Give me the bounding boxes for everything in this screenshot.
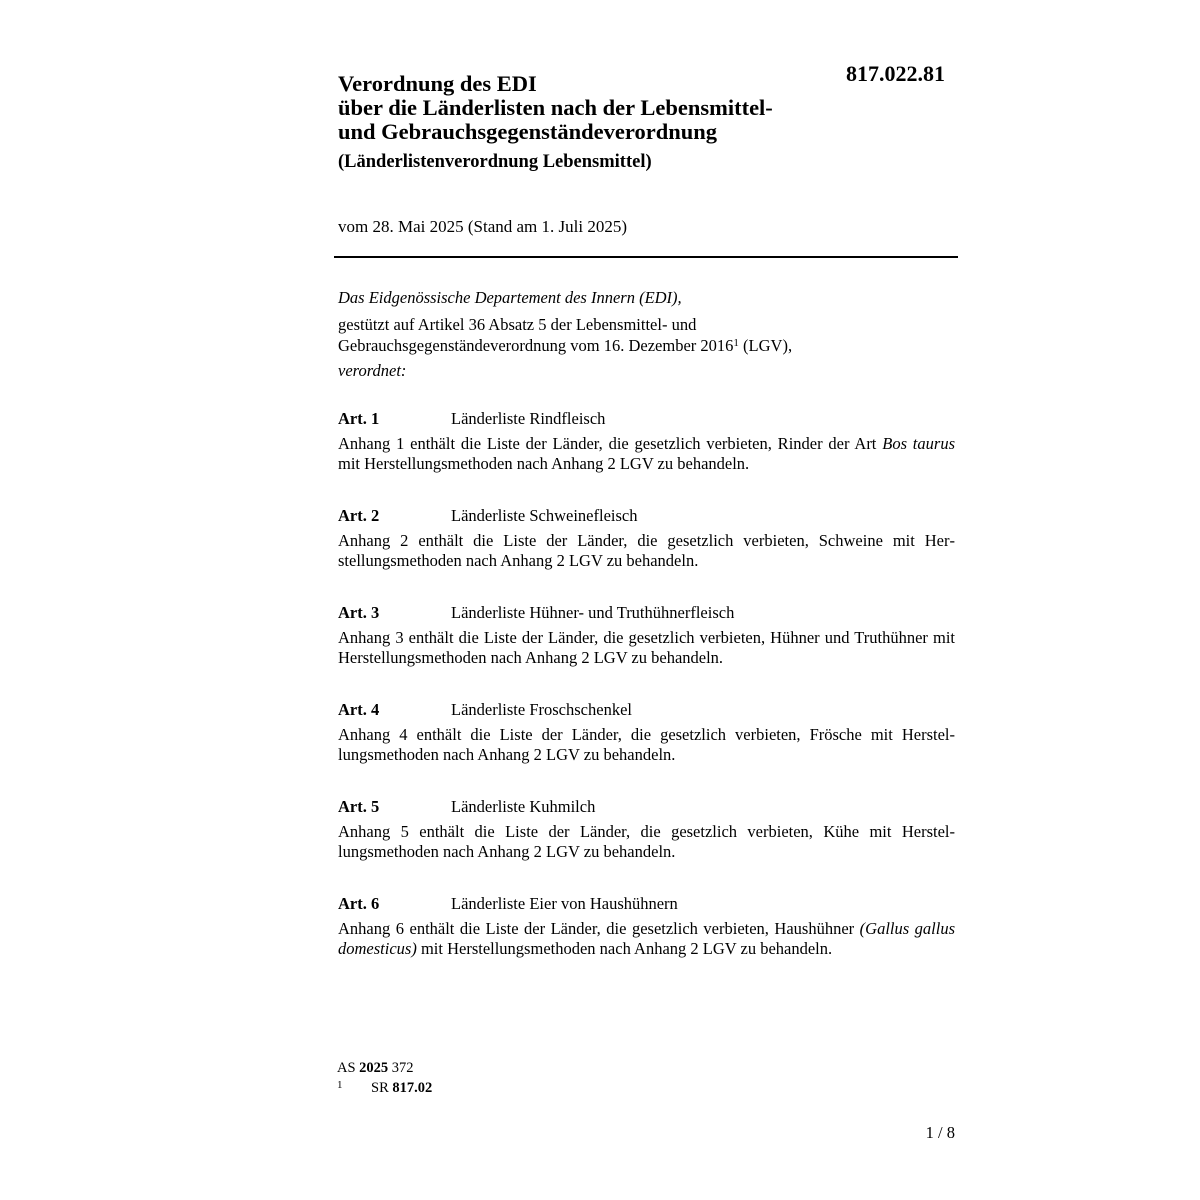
article-number: Art. 6 [338,894,380,913]
article [338,406,955,503]
article-number: Art. 5 [338,797,380,816]
sr-number: 817.022.81 [846,61,945,86]
footnote-1: 1 SR 817.02 [337,1079,433,1096]
article-text-italic: Bos taurus [882,434,955,453]
article-heading [338,600,955,628]
title-block [338,72,858,173]
page-number: 1 / 8 [925,1123,955,1142]
article-text: Anhang 5 enthält die Liste der Länder, die gesetzlich verbieten, Kühe mit Herstellungsmethoden nach Anhang 2 LGV zu behandeln. [338,822,955,861]
footnote-prefix: SR [371,1080,393,1096]
preamble-basis-line-2: Gebrauchsgegenständeverordnung vom 16. Dezember 2016 [338,336,734,355]
article-number: Art. 3 [338,603,380,622]
title-divider [334,256,958,258]
article-text-italic: (Gallus gallus domesticus) [338,919,955,958]
title-line-1: Verordnung des EDI [338,71,537,96]
as-year: 2025 [359,1060,389,1076]
article-text-part: Anhang 1 enthält die Liste der Länder, die gesetzlich verbieten, Rinder der Art [338,434,883,453]
article [338,697,955,794]
article [338,794,955,891]
preamble [338,287,958,382]
article [338,891,955,988]
articles-list [338,406,955,988]
date-line: vom 28. Mai 2025 (Stand am 1. Juli 2025) [338,217,627,236]
article [338,600,955,697]
article-heading [338,406,955,434]
article-text-part: mit Herstellungsmethoden nach Anhang 2 LGV zu behandeln. [416,939,833,958]
article-text-part: mit Herstellungsmethoden nach Anhang 2 LGV zu behandeln. [338,454,750,473]
as-prefix: AS [337,1060,360,1076]
footnote-reference[interactable]: 1 [733,337,739,349]
article-title: Länderliste Kuhmilch [451,797,596,816]
footnotes [337,1058,432,1098]
article [338,503,955,600]
preamble-basis-line-2-end: (LGV), [738,336,793,355]
article-text-part: Anhang 6 enthält die Liste der Länder, die gesetzlich verbieten, Haushühner [338,919,860,938]
preamble-authority: Das Eidgenössische Departement des Innern (EDI), [338,288,682,307]
title-line-2: über die Länderlisten nach der Lebensmittel- [338,95,773,120]
article-heading [338,697,955,725]
article-number: Art. 1 [338,409,380,428]
preamble-basis-line-1: gestützt auf Artikel 36 Absatz 5 der Lebensmittel- und [338,315,697,334]
article-text [338,434,955,474]
article-heading [338,794,955,822]
article-number: Art. 4 [338,700,380,719]
preamble-verordnet: verordnet: [338,361,407,380]
article-text: Anhang 4 enthält die Liste der Länder, die gesetzlich verbieten, Frösche mit Herstellungsmethoden nach Anhang 2 LGV zu behandeln. [338,725,955,764]
article-number: Art. 2 [338,506,380,525]
preamble-basis [338,314,958,356]
footnote-sr-reference[interactable]: 817.02 [392,1080,433,1096]
as-page: 372 [388,1060,414,1076]
title-line-3: und Gebrauchsgegenständeverordnung [338,119,718,144]
article-title: Länderliste Schweinefleisch [451,506,638,525]
article-title: Länderliste Eier von Haushühnern [451,894,678,913]
article-heading [338,503,955,531]
article-heading [338,891,955,919]
article-text: Anhang 3 enthält die Liste der Länder, die gesetzlich verbieten, Hühner und Truthühner mit Herstellungsmethoden nach Anhang 2 LGV zu behandeln. [338,628,955,667]
article-text [338,919,955,959]
article-text: Anhang 2 enthält die Liste der Länder, die gesetzlich verbieten, Schweine mit Herstellungsmethoden nach Anhang 2 LGV zu behandeln. [338,531,955,570]
short-title: (Länderlistenverordnung Lebensmittel) [338,152,652,172]
official-compilation-reference [337,1058,432,1078]
article-title: Länderliste Froschschenkel [451,700,632,719]
article-title: Länderliste Hühner- und Truthühnerfleisch [451,603,735,622]
article-title: Länderliste Rindfleisch [451,409,606,428]
